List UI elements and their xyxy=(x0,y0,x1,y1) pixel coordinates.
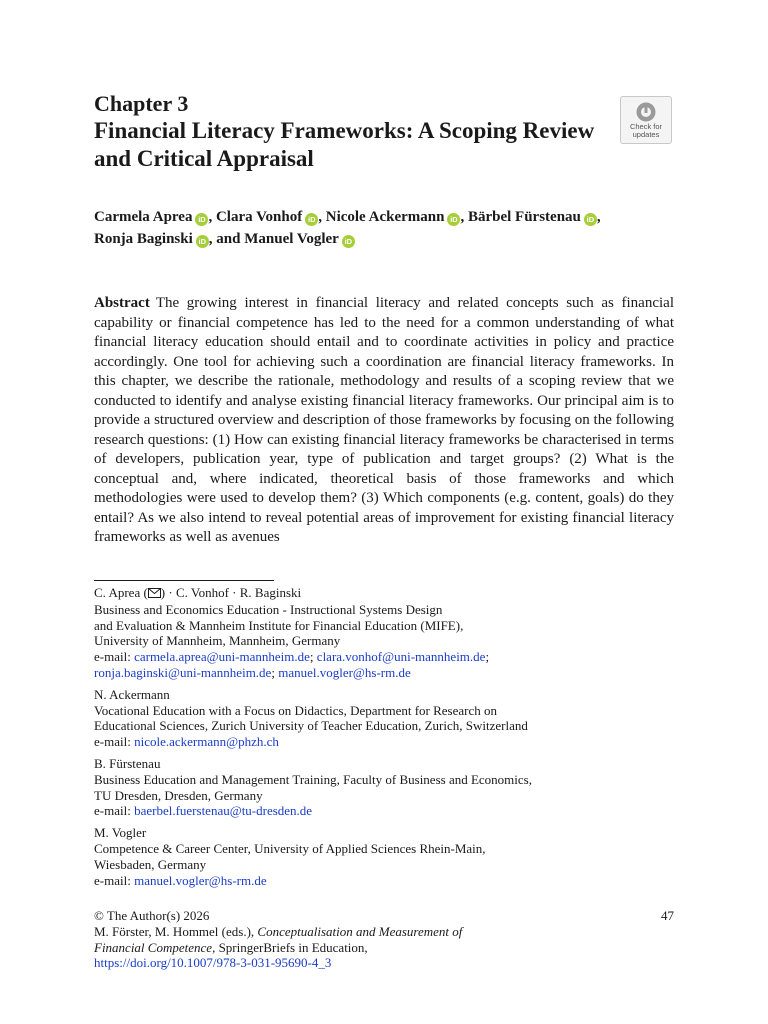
abstract-text: The growing interest in financial literacy and related concepts such as financial capability or financial competence has led to the need for a common understanding of what financial literacy education should entail and to coordinate activities in policy and practice accordingly. One tool for achieving such a coordination are financial literacy frameworks. In this chapter, we describe the rationale, methodology and results of a scoping review that we conducted to identify and analyse existing financial literacy frameworks. Our principal aim is to provide a structured overview and description of those frameworks by focusing on the following research questions: (1) How can existing financial literacy frameworks be characterised in terms of developers, publication year, type of publication and target groups? (2) What is the conceptual and, where indicated, theoretical basis of those frameworks and which methodologies were used to develop them? (3) Which components (e.g. content, goals) do they entail? As we also intend to reveal potential areas of improvement for existing financial literacy frameworks as well as avenues xyxy=(94,295,674,545)
email-link[interactable]: ronja.baginski@uni-mannheim.de xyxy=(94,664,272,680)
affiliation-author: N. Ackermann xyxy=(94,686,170,702)
email-label: e-mail: xyxy=(94,649,135,665)
author-separator: , xyxy=(318,209,326,225)
orcid-icon[interactable]: iD xyxy=(305,213,318,226)
author-separator: , xyxy=(460,209,468,225)
email-line: e-mail: carmela.aprea@uni-mannheim.de; clara.vonhof@uni-mannheim.de; xyxy=(94,649,490,665)
author-name: Nicole Ackermann xyxy=(325,209,445,225)
citation-book-title: Conceptualisation and Measurement of xyxy=(257,923,463,939)
check-for-updates-badge[interactable] xyxy=(620,96,672,144)
author-separator: , and xyxy=(208,231,245,247)
author-name: Ronja Baginski xyxy=(94,231,193,247)
email-link[interactable]: manuel.vogler@hs-rm.de xyxy=(134,872,267,888)
author-name: Manuel Vogler xyxy=(244,231,339,247)
email-line: ronja.baginski@uni-mannheim.de; manuel.vogler@hs-rm.de xyxy=(94,664,411,680)
email-label: e-mail: xyxy=(94,734,135,750)
author-name: Bärbel Fürstenau xyxy=(467,209,581,225)
author-list xyxy=(94,206,674,250)
affiliation-block xyxy=(94,756,674,819)
author-name: Carmela Aprea xyxy=(94,209,193,225)
affiliation-block xyxy=(94,825,674,888)
author-line xyxy=(94,206,674,228)
affiliation-line: Business Education and Management Training, Faculty of Business and Economics, xyxy=(94,771,532,787)
affiliation-author-text: ) · C. Vonhof · R. Baginski xyxy=(160,585,302,600)
page-footer xyxy=(94,908,674,971)
affiliation-line: Competence & Career Center, University of Applied Sciences Rhein-Main, xyxy=(94,840,486,856)
check-for-updates-line1: Check for xyxy=(629,122,663,131)
check-for-updates-icon xyxy=(635,101,657,123)
affiliation-author-text: C. Aprea ( xyxy=(94,585,148,600)
chapter-label: Chapter 3 xyxy=(94,91,189,116)
affiliation-authors xyxy=(94,585,674,602)
chapter-title: Financial Literacy Frameworks: A Scoping Review and Critical Appraisal xyxy=(94,118,595,171)
doi-link[interactable]: https://doi.org/10.1007/978-3-031-95690-4_3 xyxy=(94,955,332,971)
author-line xyxy=(94,228,674,250)
affiliation-line: Wiesbaden, Germany xyxy=(94,856,207,872)
orcid-icon[interactable]: iD xyxy=(584,213,597,226)
copyright: © The Author(s) 2026 xyxy=(94,908,210,923)
orcid-icon[interactable]: iD xyxy=(342,235,355,248)
citation-editors: M. Förster, M. Hommel (eds.), xyxy=(94,923,258,939)
affiliation-line: and Evaluation & Mannheim Institute for Financial Education (MIFE), xyxy=(94,617,464,633)
abstract-label: Abstract xyxy=(94,295,150,311)
author-separator: , xyxy=(208,209,216,225)
email-link[interactable]: manuel.vogler@hs-rm.de xyxy=(278,664,411,680)
orcid-icon[interactable]: iD xyxy=(195,213,208,226)
email-link[interactable]: nicole.ackermann@phzh.ch xyxy=(134,734,279,750)
email-line xyxy=(94,803,674,819)
affiliation-block xyxy=(94,687,674,750)
email-line xyxy=(94,873,674,889)
affiliation-line: Educational Sciences, Zurich University of Teacher Education, Zurich, Switzerland xyxy=(94,718,528,734)
citation-book-title: Financial Competence xyxy=(94,939,213,955)
email-link[interactable]: baerbel.fuerstenau@tu-dresden.de xyxy=(134,803,313,819)
affiliation-line: TU Dresden, Dresden, Germany xyxy=(94,787,263,803)
citation-line xyxy=(94,940,674,956)
envelope-icon[interactable] xyxy=(148,586,161,602)
citation-line xyxy=(94,955,674,971)
citation-series: , SpringerBriefs in Education, xyxy=(212,939,368,955)
affiliation-line: Business and Economics Education - Instructional Systems Design xyxy=(94,601,443,617)
affiliation-author: B. Fürstenau xyxy=(94,755,161,771)
affiliation-line: University of Mannheim, Mannheim, Germany xyxy=(94,633,341,649)
email-label: e-mail: xyxy=(94,872,135,888)
author-name: Clara Vonhof xyxy=(215,209,303,225)
orcid-icon[interactable]: iD xyxy=(447,213,460,226)
abstract xyxy=(94,294,674,548)
footnote-rule xyxy=(94,580,274,581)
orcid-icon[interactable]: iD xyxy=(196,235,209,248)
email-link[interactable]: carmela.aprea@uni-mannheim.de xyxy=(134,649,310,665)
author-separator: , xyxy=(596,209,601,225)
email-label: e-mail: xyxy=(94,803,135,819)
affiliation-author: M. Vogler xyxy=(94,825,147,841)
email-link[interactable]: clara.vonhof@uni-mannheim.de xyxy=(316,649,486,665)
email-line xyxy=(94,734,674,750)
affiliation-line: Vocational Education with a Focus on Didactics, Department for Research on xyxy=(94,702,498,718)
page-number: 47 xyxy=(661,908,674,923)
affiliation-block xyxy=(94,585,674,681)
affiliations xyxy=(94,585,674,894)
check-for-updates-line2: updates xyxy=(632,130,660,139)
citation-line xyxy=(94,924,674,940)
